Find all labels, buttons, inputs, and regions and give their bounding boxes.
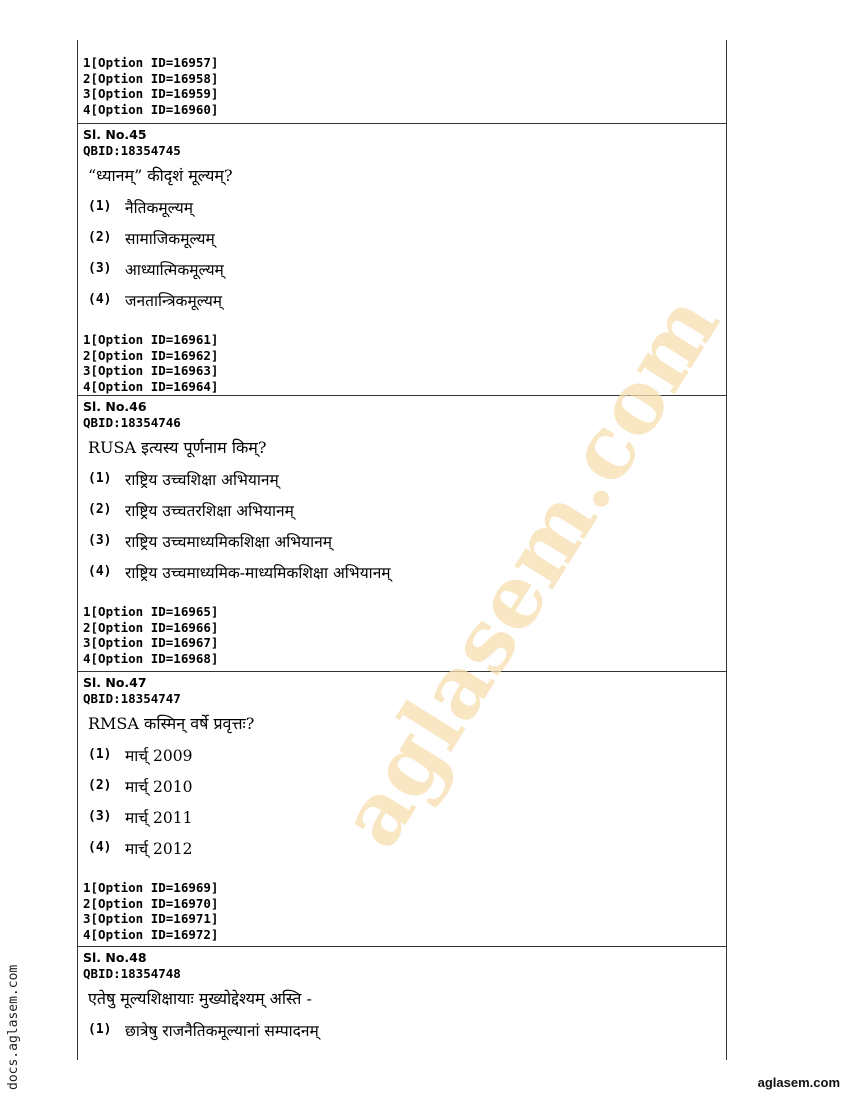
question-text: RUSA इत्यस्य पूर्णनाम किम्? <box>88 438 267 457</box>
question-block-48 <box>78 946 726 1045</box>
option-row <box>88 1014 726 1045</box>
question-text: “ध्यानम्” कीदृशं मूल्यम्? <box>88 166 233 185</box>
option-id: 3[Option ID=16959] <box>83 86 219 101</box>
question-block-47 <box>78 671 726 942</box>
option-text: छात्रेषु राजनैतिकमूल्यानां सम्पादनम् <box>125 1021 319 1040</box>
option-id: 2[Option ID=16966] <box>83 619 219 635</box>
qbid: QBID:18354748 <box>83 965 181 981</box>
option-row <box>88 525 726 556</box>
option-text: आध्यात्मिकमूल्यम् <box>125 260 224 279</box>
option-number: (3) <box>88 533 112 548</box>
option-number: (3) <box>88 809 112 824</box>
option-text: मार्च् 2012 <box>125 839 193 858</box>
option-text: राष्ट्रिय उच्चतरशिक्षा अभियानम् <box>125 501 294 520</box>
option-id: 4[Option ID=16960] <box>83 101 219 117</box>
prev-question-fragment <box>78 55 726 117</box>
option-row <box>88 222 726 253</box>
option-row <box>88 463 726 494</box>
option-text: राष्ट्रिय उच्चमाध्यमिकशिक्षा अभियानम् <box>125 532 333 551</box>
footer-brand: aglasem.com <box>757 1075 840 1090</box>
option-text: जनतान्त्रिकमूल्यम् <box>125 291 223 310</box>
option-id: 1[Option ID=16957] <box>83 55 219 70</box>
question-text: एतेषु मूल्यशिक्षायाः मुख्योद्देश्यम् अस्ति - <box>88 989 312 1008</box>
option-id: 4[Option ID=16968] <box>83 650 219 666</box>
option-number: (3) <box>88 261 112 276</box>
option-id: 1[Option ID=16961] <box>83 332 219 347</box>
option-text: मार्च् 2010 <box>125 777 193 796</box>
option-number: (2) <box>88 502 112 517</box>
option-number: (2) <box>88 778 112 793</box>
option-row <box>88 770 726 801</box>
question-text: RMSA कस्मिन् वर्षे प्रवृत्तः? <box>88 714 255 733</box>
qbid: QBID:18354747 <box>83 690 181 706</box>
serial-number: Sl. No.47 <box>83 675 147 690</box>
side-url: docs.aglasem.com <box>6 964 21 1090</box>
option-id: 3[Option ID=16967] <box>83 635 219 650</box>
option-number: (2) <box>88 230 112 245</box>
option-text: नैतिकमूल्यम् <box>125 198 193 217</box>
option-text: राष्ट्रिय उच्चमाध्यमिक-माध्यमिकशिक्षा अभियानम् <box>125 563 391 582</box>
option-id: 4[Option ID=16972] <box>83 926 219 942</box>
option-number: (1) <box>88 747 112 762</box>
option-text: सामाजिकमूल्यम् <box>125 229 215 248</box>
option-row <box>88 801 726 832</box>
option-number: (4) <box>88 840 112 855</box>
question-paper-frame <box>77 40 727 1060</box>
serial-number: Sl. No.48 <box>83 950 147 965</box>
option-number: (1) <box>88 471 112 486</box>
option-number: (1) <box>88 199 112 214</box>
qbid: QBID:18354746 <box>83 414 181 430</box>
option-id: 1[Option ID=16969] <box>83 880 219 895</box>
option-number: (1) <box>88 1022 112 1037</box>
option-id: 2[Option ID=16958] <box>83 70 219 86</box>
option-id: 2[Option ID=16962] <box>83 347 219 363</box>
serial-number: Sl. No.45 <box>83 127 147 142</box>
option-number: (4) <box>88 564 112 579</box>
option-text: मार्च् 2009 <box>125 746 193 765</box>
option-row <box>88 556 726 587</box>
option-row <box>88 284 726 315</box>
option-id: 3[Option ID=16963] <box>83 363 219 378</box>
option-row <box>88 832 726 863</box>
option-text: राष्ट्रिय उच्चशिक्षा अभियानम् <box>125 470 279 489</box>
option-id: 3[Option ID=16971] <box>83 911 219 926</box>
qbid: QBID:18354745 <box>83 142 181 158</box>
option-number: (4) <box>88 292 112 307</box>
question-block-46 <box>78 395 726 666</box>
option-id: 1[Option ID=16965] <box>83 604 219 619</box>
option-row <box>88 191 726 222</box>
option-row <box>88 253 726 284</box>
option-id: 4[Option ID=16964] <box>83 378 219 394</box>
option-id: 2[Option ID=16970] <box>83 895 219 911</box>
serial-number: Sl. No.46 <box>83 399 147 414</box>
option-row <box>88 494 726 525</box>
watermark: aglasem.com <box>320 277 740 864</box>
option-text: मार्च् 2011 <box>125 808 193 827</box>
question-block-45 <box>78 123 726 394</box>
option-row <box>88 739 726 770</box>
